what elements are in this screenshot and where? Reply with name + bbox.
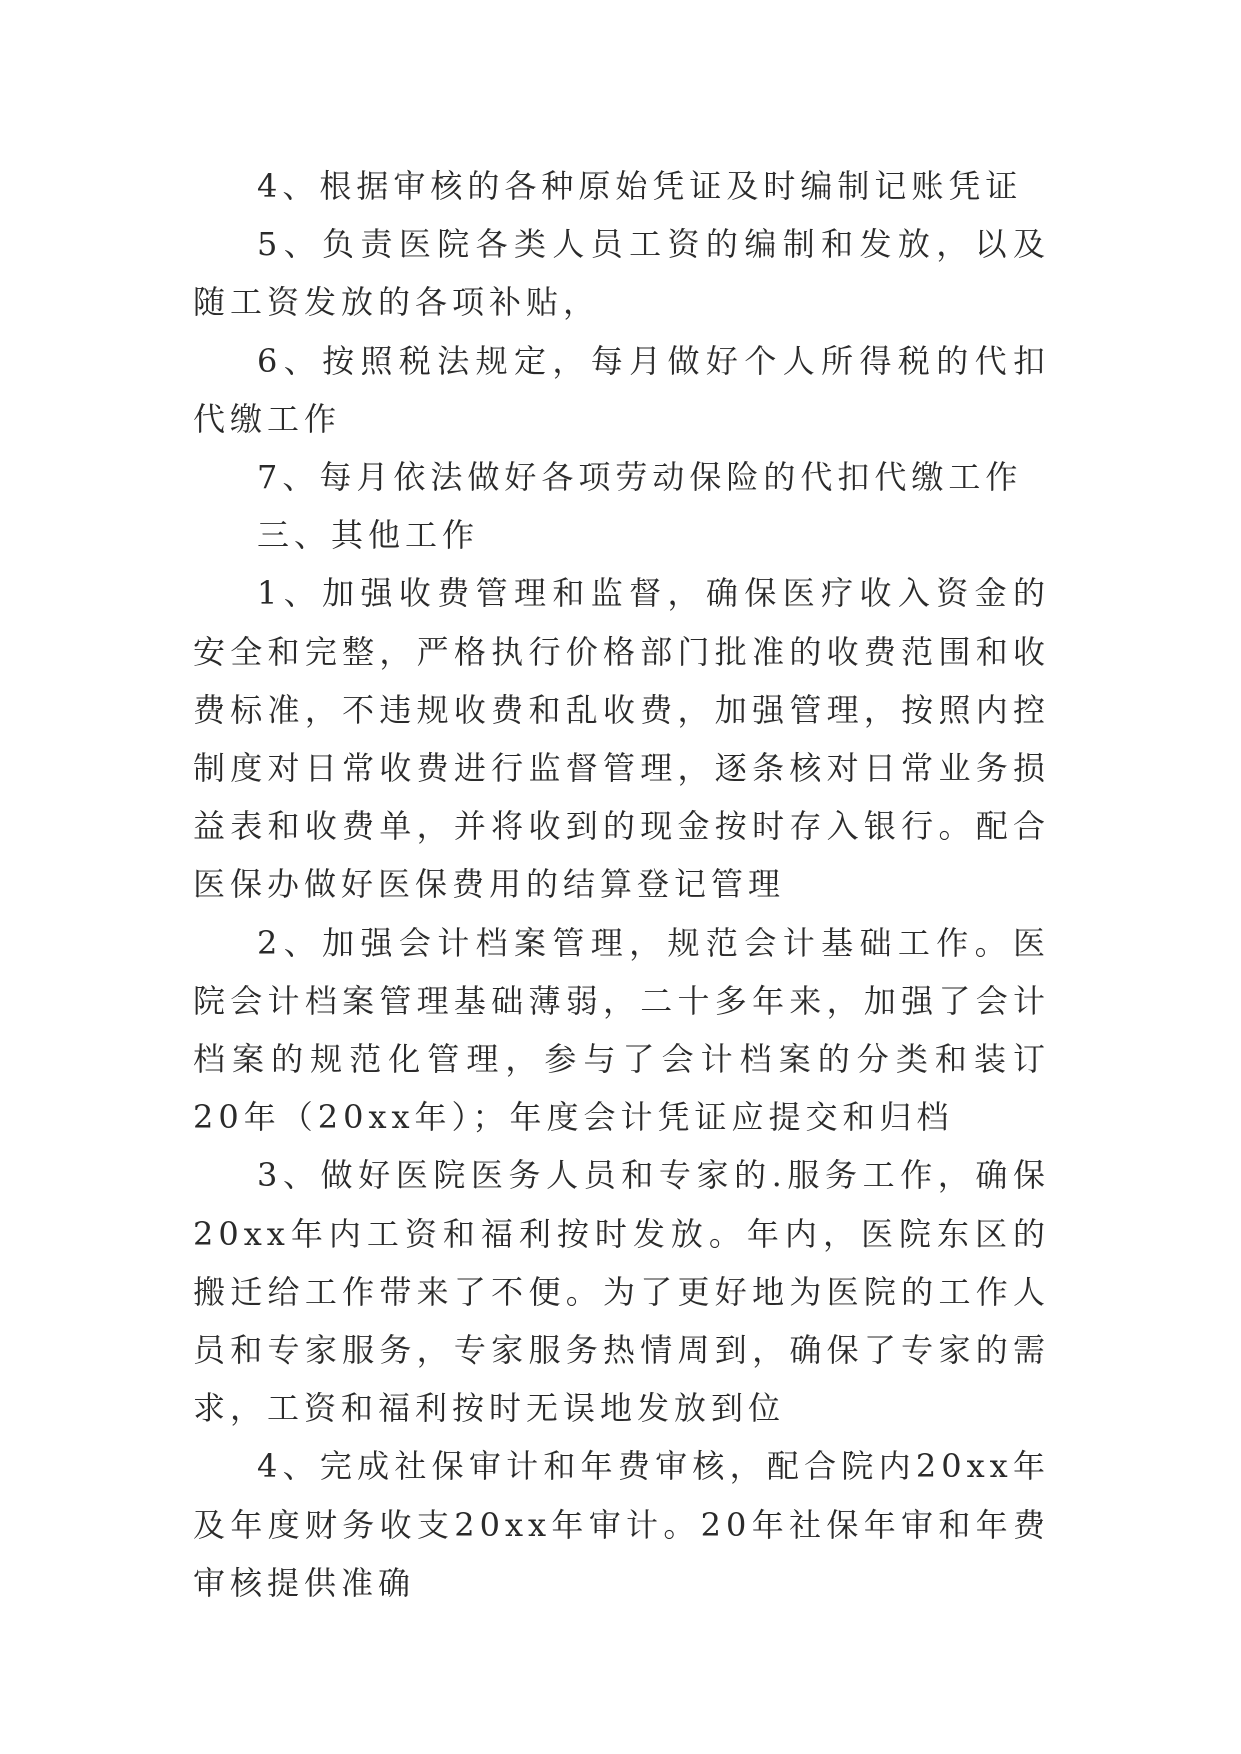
document-body [193, 157, 1050, 1612]
paragraph-item-5-salaries: 5、负责医院各类人员工资的编制和发放，以及随工资发放的各项补贴， [193, 225, 1050, 322]
paragraph-item-4-vouchers: 4、根据审核的各种原始凭证及时编制记账凭证 [257, 167, 1023, 205]
paragraph-item-1-fee-management: 1、加强收费管理和监督，确保医疗收入资金的安全和完整，严格执行价格部门批准的收费范围和收费标准，不违规收费和乱收费，加强管理，按照内控制度对日常收费进行监督管理，逐条核对日常业务损益表和收费单，并将收到的现金按时存入银行。配合医保办做好医保费用的结算登记管理 [193, 574, 1050, 904]
section-heading-other-work: 三、其他工作 [257, 516, 480, 555]
paragraph-item-7-insurance: 7、每月依法做好各项劳动保险的代扣代缴工作 [257, 458, 1023, 497]
paragraph-item-4-audit: 4、完成社保审计和年费审核，配合院内20xx年及年度财务收支20xx年审计。20年社保年审和年费审核提供准确 [193, 1447, 1050, 1602]
paragraph-item-6-income-tax: 6、按照税法规定，每月做好个人所得税的代扣代缴工作 [193, 341, 1050, 438]
paragraph-item-2-archives: 2、加强会计档案管理，规范会计基础工作。医院会计档案管理基础薄弱，二十多年来，加强了会计档案的规范化管理，参与了会计档案的分类和装订20年（20xx年）；年度会计凭证应提交和归档 [193, 923, 1050, 1137]
paragraph-item-3-staff-service: 3、做好医院医务人员和专家的.服务工作，确保20xx年内工资和福利按时发放。年内，医院东区的搬迁给工作带来了不便。为了更好地为医院的工作人员和专家服务，专家服务热情周到，确保了专家的需求，工资和福利按时无误地发放到位 [193, 1156, 1050, 1428]
